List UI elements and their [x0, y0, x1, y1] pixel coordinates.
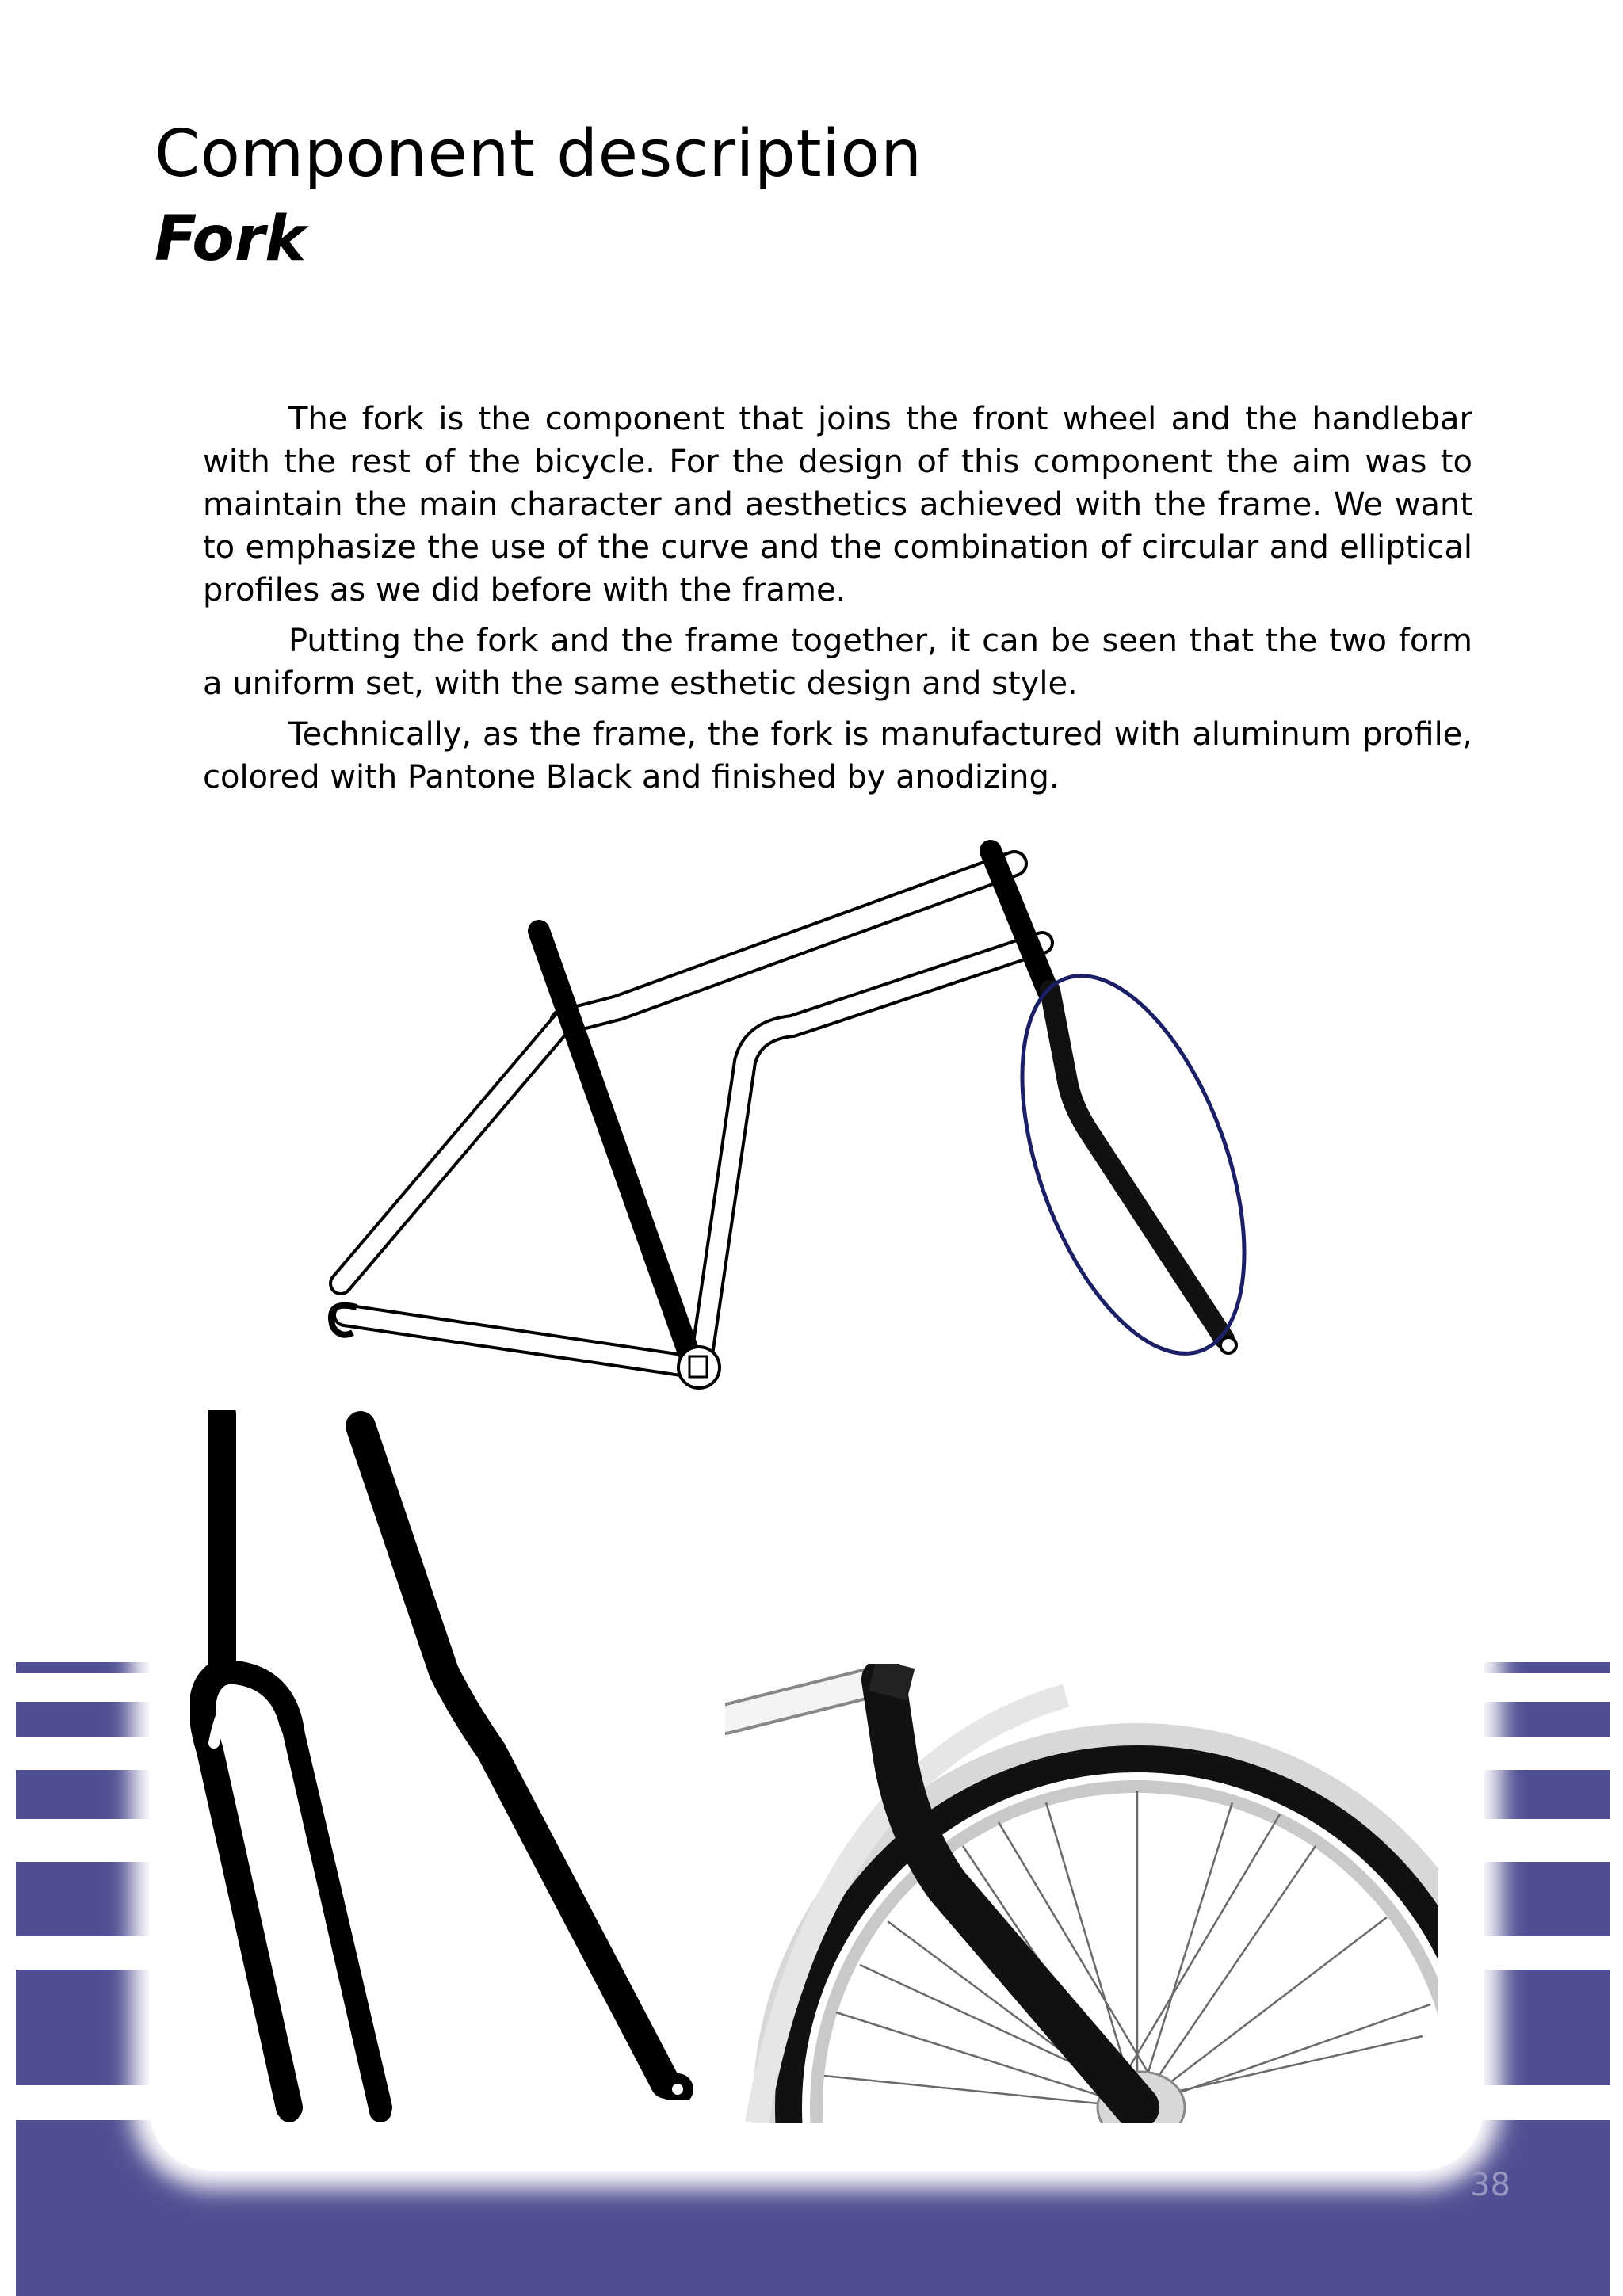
paragraph: Putting the fork and the frame together, it can be seen that the two form a uniform set, with the same esthetic design and style.: [203, 623, 1472, 702]
frame-with-fork-drawing: [301, 832, 1284, 1410]
bottom-bracket: [678, 1347, 720, 1388]
fork-highlight-ellipse: [978, 947, 1284, 1383]
fork-on-wheel-render: [725, 1664, 1438, 2123]
fork-side-view: [333, 1410, 713, 2100]
paragraph: The fork is the component that joins the front wheel and the handlebar with the rest of the bicycle. For the design of this component the aim was to maintain the main character and aesthetics achieved with the frame. We want to emphasize the use of the curve and the combination of circular and elliptical profiles as we did before with the frame.: [203, 401, 1472, 608]
paragraph: Technically, as the frame, the fork is manufactured with aluminum profile, colored with Pantone Black and finished by anodizing.: [203, 716, 1472, 795]
page-number: 38: [1470, 2167, 1510, 2203]
frame-outline: [341, 864, 1042, 1367]
description-text: [203, 398, 1472, 807]
page-title: Component description: [155, 116, 922, 192]
fork-in-frame: [1050, 990, 1236, 1353]
component-name: Fork: [155, 204, 307, 275]
